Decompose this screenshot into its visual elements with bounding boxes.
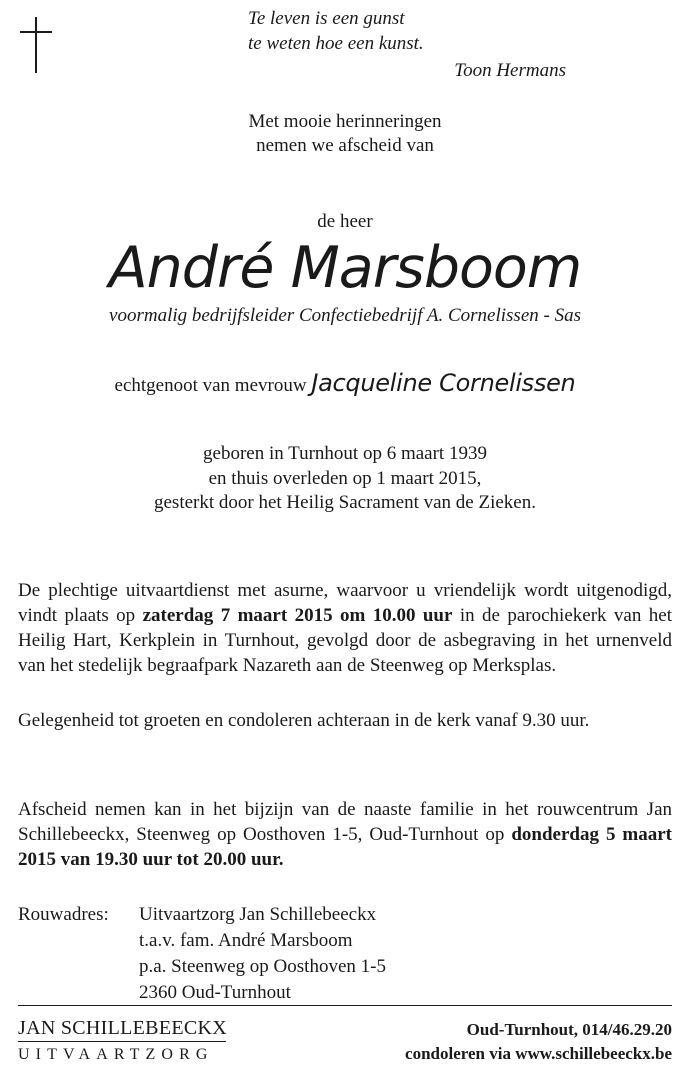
service-paragraph: [18, 578, 672, 678]
dates-line-3: gesterkt door het Heilig Sacrament van de Zieken.: [154, 492, 536, 513]
address-line-1: Uitvaartzorg Jan Schillebeeckx: [139, 904, 377, 925]
spouse-line: [0, 366, 690, 403]
poem-line-1: Te leven is een gunst: [248, 8, 405, 29]
deceased-occupation: voormalig bedrijfsleider Confectiebedrijf A. Cornelissen - Sas: [109, 305, 581, 326]
cross-icon: [35, 17, 37, 73]
deceased-title: de heer: [317, 211, 373, 232]
address-line-2: t.a.v. fam. André Marsboom: [139, 930, 353, 951]
contact-phone: Oud-Turnhout, 014/46.29.20: [466, 1020, 672, 1039]
service-text-2: in de parochiekerk van het Heilig Hart, Kerkplein in Turnhout, gevolgd door de asbegraving in het urnenveld van het stedelijk begraafpark Nazareth aan de Steenweg op Merksplas.: [18, 605, 672, 676]
intro-line-1: Met mooie herinneringen: [248, 111, 442, 132]
spouse-name: Jacqueline Cornelissen: [311, 369, 576, 397]
brand-name: JAN SCHILLEBEECKX: [18, 1017, 227, 1039]
contact-website[interactable]: condoleren via www.schillebeeckx.be: [405, 1044, 672, 1063]
poem-author: Toon Hermans: [454, 60, 566, 81]
service-text-1: De plechtige uitvaartdienst met asurne, waarvoor u vriendelijk wordt uitgenodigd, vindt plaats op: [18, 580, 672, 626]
address-lines: [139, 902, 386, 1006]
service-datetime: zaterdag 7 maart 2015 om 10.00 uur: [142, 605, 453, 626]
intro-line-2: nemen we afscheid van: [256, 135, 434, 156]
farewell-paragraph: [18, 797, 672, 872]
address-line-4: 2360 Oud-Turnhout: [139, 982, 291, 1003]
brand-subtitle: UITVAARTZORG: [18, 1046, 214, 1063]
dates-line-1: geboren in Turnhout op 6 maart 1939: [203, 443, 487, 464]
farewell-text: Afscheid nemen kan in het bijzijn van de naaste familie in het rouwcentrum Jan Schillebeeckx, Steenweg op Oosthoven 1-5, Oud-Turnhout op: [18, 799, 672, 845]
address-label: Rouwadres:: [18, 904, 109, 925]
condolence-paragraph: Gelegenheid tot groeten en condoleren achteraan in de kerk vanaf 9.30 uur.: [18, 710, 590, 731]
brand-rule: [18, 1041, 226, 1042]
address-line-3: p.a. Steenweg op Oosthoven 1-5: [139, 956, 386, 977]
cross-icon-bar: [20, 31, 52, 33]
poem: [248, 6, 578, 56]
spouse-prefix: echtgenoot van mevrouw: [114, 375, 307, 396]
footer-divider: [18, 1005, 672, 1006]
dates: [0, 442, 690, 516]
poem-line-2: te weten hoe een kunst.: [248, 33, 424, 54]
intro: [0, 110, 690, 158]
dates-line-2: en thuis overleden op 1 maart 2015,: [208, 467, 482, 489]
deceased-name: André Marsboom: [108, 235, 582, 301]
farewell-datetime: donderdag 5 maart 2015 van 19.30 uur tot 20.00 uur.: [18, 824, 672, 870]
